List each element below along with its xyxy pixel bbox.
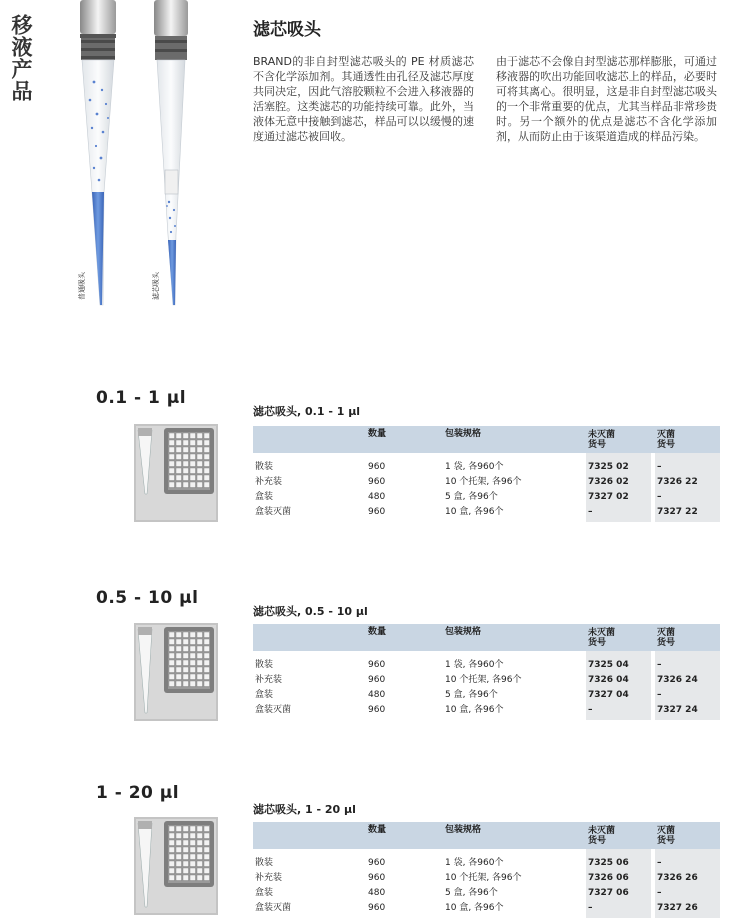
rack-well	[183, 660, 189, 666]
rack-well	[204, 454, 210, 460]
rack-well	[169, 646, 175, 652]
rack-well	[190, 447, 196, 453]
rack-well	[176, 653, 182, 659]
rack-well	[197, 433, 203, 439]
tip-rack-thumbnail	[134, 424, 218, 522]
column-header-pack: 包装规格	[445, 825, 482, 835]
product-table	[253, 426, 720, 522]
rack-well	[197, 854, 203, 860]
rack-well	[197, 667, 203, 673]
rack-well	[169, 475, 175, 481]
row-sterile-code: 7326 24	[657, 675, 698, 685]
rack-well	[197, 875, 203, 881]
column-header-sterile: 灭菌	[657, 826, 676, 836]
rack-well	[204, 875, 210, 881]
rack-well	[169, 854, 175, 860]
rack-well	[169, 653, 175, 659]
row-nonsterile-code: 7327 06	[588, 888, 629, 898]
rack-well	[176, 468, 182, 474]
rack-well	[183, 653, 189, 659]
rack-well	[197, 833, 203, 839]
range-label: 1 - 20 µl	[96, 783, 180, 803]
rack-well	[190, 875, 196, 881]
rack-well	[190, 468, 196, 474]
rack-well	[190, 639, 196, 645]
rack-well	[197, 440, 203, 446]
rack-well	[190, 681, 196, 687]
rack-well	[176, 868, 182, 874]
column-header-nonsterile: 未灭菌	[588, 826, 616, 836]
rack-well	[204, 861, 210, 867]
rack-well	[176, 861, 182, 867]
rack-well	[183, 854, 189, 860]
rack-well	[176, 447, 182, 453]
row-pack: 10 个托架, 各96个	[445, 477, 522, 487]
row-nonsterile-code: 7327 02	[588, 492, 629, 502]
row-qty: 960	[368, 507, 386, 517]
rack-well	[183, 632, 189, 638]
rack-well	[204, 667, 210, 673]
row-pack: 10 盒, 各96个	[445, 903, 504, 913]
rack-well	[183, 861, 189, 867]
row-type: 散装	[255, 858, 274, 868]
row-type: 盒装	[255, 492, 274, 502]
row-pack: 1 袋, 各960个	[445, 858, 504, 868]
column-header-sterile-no: 货号	[657, 638, 676, 648]
rack-well	[169, 868, 175, 874]
rack-well	[176, 854, 182, 860]
row-sterile-code: –	[657, 690, 662, 700]
row-type: 盒装	[255, 690, 274, 700]
row-type: 散装	[255, 462, 274, 472]
rack-well	[197, 868, 203, 874]
rack-well	[169, 681, 175, 687]
row-sterile-code: –	[657, 888, 662, 898]
rack-well	[190, 433, 196, 439]
row-pack: 5 盒, 各96个	[445, 888, 498, 898]
tip-rack-thumbnail	[134, 817, 218, 915]
row-nonsterile-code: 7326 04	[588, 675, 629, 685]
row-type: 补充装	[255, 675, 283, 685]
rack-well	[204, 440, 210, 446]
table-caption: 滤芯吸头, 0.1 - 1 µl	[253, 405, 361, 418]
row-sterile-code: 7327 26	[657, 903, 698, 913]
rack-well	[197, 461, 203, 467]
row-pack: 10 个托架, 各96个	[445, 675, 522, 685]
rack-well	[176, 639, 182, 645]
rack-well	[204, 475, 210, 481]
rack-well	[169, 826, 175, 832]
intro-paragraph-left: BRAND的非自封型滤芯吸头的 PE 材质滤芯不含化学添加剂。其通透性由孔径及滤芯厚度共同决定，因此气溶胶颗粒不会进入移液器的活塞腔。这类滤芯的功能持续可靠。此外，当液体无意中接触到滤芯，样品可以以缓慢的速度通过滤芯被回收。	[253, 55, 474, 143]
rack-well	[204, 681, 210, 687]
column-header-sterile-no: 货号	[657, 836, 676, 846]
row-qty: 960	[368, 477, 386, 487]
rack-well	[197, 653, 203, 659]
rack-well	[197, 681, 203, 687]
filter-tip-label: 滤芯吸头	[152, 272, 160, 300]
rack-well	[204, 854, 210, 860]
rack-well	[183, 468, 189, 474]
row-qty: 480	[368, 690, 386, 700]
row-pack: 5 盒, 各96个	[445, 690, 498, 700]
rack-well	[183, 646, 189, 652]
rack-well	[169, 833, 175, 839]
row-qty: 960	[368, 660, 386, 670]
row-qty: 480	[368, 492, 386, 502]
row-nonsterile-code: –	[588, 705, 593, 715]
table-header	[253, 624, 720, 651]
rack-well	[183, 433, 189, 439]
rack-well	[169, 847, 175, 853]
rack-well	[169, 461, 175, 467]
rack-well	[197, 447, 203, 453]
row-nonsterile-code: 7325 06	[588, 858, 629, 868]
row-nonsterile-code: –	[588, 903, 593, 913]
rack-well	[169, 660, 175, 666]
rack-well	[190, 826, 196, 832]
row-nonsterile-code: 7326 06	[588, 873, 629, 883]
rack-well	[169, 840, 175, 846]
rack-well	[190, 660, 196, 666]
column-header-sterile: 灭菌	[657, 628, 676, 638]
column-header-nonsterile: 未灭菌	[588, 430, 616, 440]
rack-well	[183, 826, 189, 832]
rack-well	[183, 461, 189, 467]
column-header-qty: 数量	[368, 825, 387, 835]
rack-well	[190, 475, 196, 481]
rack-well	[183, 667, 189, 673]
rack-well	[169, 454, 175, 460]
rack-well	[197, 482, 203, 488]
row-nonsterile-code: 7325 04	[588, 660, 629, 670]
rack-well	[169, 433, 175, 439]
rack-well	[183, 440, 189, 446]
column-header-pack: 包装规格	[445, 429, 482, 439]
row-qty: 960	[368, 903, 386, 913]
rack-well	[190, 653, 196, 659]
rack-well	[197, 840, 203, 846]
row-sterile-code: 7326 22	[657, 477, 698, 487]
rack-well	[176, 440, 182, 446]
rack-well	[204, 468, 210, 474]
row-sterile-code: –	[657, 858, 662, 868]
rack-well	[183, 875, 189, 881]
rack-well	[176, 454, 182, 460]
row-sterile-code: –	[657, 462, 662, 472]
tip-rack-thumbnail	[134, 623, 218, 721]
rack-well	[204, 646, 210, 652]
rack-well	[183, 840, 189, 846]
rack-well	[204, 482, 210, 488]
row-pack: 10 个托架, 各96个	[445, 873, 522, 883]
rack-well	[190, 646, 196, 652]
column-header-sterile-no: 货号	[657, 440, 676, 450]
row-nonsterile-code: 7326 02	[588, 477, 629, 487]
rack-well	[183, 847, 189, 853]
rack-well	[176, 826, 182, 832]
rack-well	[169, 440, 175, 446]
rack-well	[169, 861, 175, 867]
rack-well	[204, 653, 210, 659]
rack-well	[183, 639, 189, 645]
row-type: 盒装灭菌	[255, 903, 292, 913]
rack-well	[190, 454, 196, 460]
table-header	[253, 822, 720, 849]
column-header-sterile: 灭菌	[657, 430, 676, 440]
column-header-qty: 数量	[368, 627, 387, 637]
row-sterile-code: 7327 22	[657, 507, 698, 517]
page-title: 滤芯吸头	[253, 20, 321, 40]
rack-well	[204, 826, 210, 832]
rack-well	[176, 840, 182, 846]
rack-well	[197, 632, 203, 638]
rack-well	[190, 667, 196, 673]
row-qty: 960	[368, 462, 386, 472]
rack-well	[169, 482, 175, 488]
rack-well	[197, 660, 203, 666]
rack-well	[176, 667, 182, 673]
rack-well	[176, 660, 182, 666]
rack-well	[169, 667, 175, 673]
rack-well	[197, 454, 203, 460]
intro-paragraph-right: 由于滤芯不会像自封型滤芯那样膨胀，可通过移液器的吹出功能回收滤芯上的样品，必要时可将其离心。很明显，这是非自封型滤芯吸头的一个非常重要的优点，尤其当样品非常珍贵时。另一个额外的优点是滤芯不含化学添加剂，从而防止由于该渠道造成的样品污染。	[496, 55, 717, 143]
rack-well	[197, 847, 203, 853]
rack-well	[176, 461, 182, 467]
rack-well	[176, 433, 182, 439]
product-table	[253, 822, 720, 918]
row-nonsterile-code: 7327 04	[588, 690, 629, 700]
column-header-pack: 包装规格	[445, 627, 482, 637]
rack-well	[190, 674, 196, 680]
rack-well	[183, 454, 189, 460]
rack-well	[169, 674, 175, 680]
rack-well	[197, 674, 203, 680]
row-qty: 480	[368, 888, 386, 898]
rack-well	[176, 482, 182, 488]
table-header	[253, 426, 720, 453]
row-sterile-code: –	[657, 492, 662, 502]
row-type: 盒装灭菌	[255, 705, 292, 715]
rack-well	[176, 847, 182, 853]
rack-well	[176, 475, 182, 481]
row-nonsterile-code: 7325 02	[588, 462, 629, 472]
rack-well	[169, 447, 175, 453]
pipette-tips-illustration	[72, 0, 190, 315]
rack-well	[176, 833, 182, 839]
product-table	[253, 624, 720, 720]
row-qty: 960	[368, 873, 386, 883]
row-qty: 960	[368, 858, 386, 868]
column-header-nonsterile: 未灭菌	[588, 628, 616, 638]
row-sterile-code: 7326 26	[657, 873, 698, 883]
rack-well	[183, 868, 189, 874]
rack-well	[176, 681, 182, 687]
rack-well	[183, 833, 189, 839]
row-type: 散装	[255, 660, 274, 670]
rack-well	[204, 447, 210, 453]
range-label: 0.5 - 10 µl	[96, 588, 199, 608]
row-type: 盒装灭菌	[255, 507, 292, 517]
rack-well	[190, 847, 196, 853]
column-header-nonsterile-no: 货号	[588, 638, 607, 648]
row-pack: 10 盒, 各96个	[445, 507, 504, 517]
rack-well	[204, 868, 210, 874]
column-header-nonsterile-no: 货号	[588, 836, 607, 846]
rack-well	[197, 639, 203, 645]
rack-well	[169, 632, 175, 638]
row-qty: 960	[368, 705, 386, 715]
rack-well	[204, 632, 210, 638]
rack-well	[183, 681, 189, 687]
rack-well	[169, 468, 175, 474]
rack-well	[183, 475, 189, 481]
rack-well	[183, 447, 189, 453]
rack-well	[183, 674, 189, 680]
rack-well	[204, 433, 210, 439]
row-type: 补充装	[255, 477, 283, 487]
row-pack: 5 盒, 各96个	[445, 492, 498, 502]
rack-well	[169, 639, 175, 645]
rack-well	[190, 868, 196, 874]
row-pack: 1 袋, 各960个	[445, 462, 504, 472]
standard-tip-label: 普通吸头	[78, 272, 86, 300]
table-caption: 滤芯吸头, 0.5 - 10 µl	[253, 605, 368, 618]
row-pack: 10 盒, 各96个	[445, 705, 504, 715]
rack-well	[190, 833, 196, 839]
rack-well	[204, 639, 210, 645]
rack-well	[197, 468, 203, 474]
rack-well	[190, 440, 196, 446]
rack-well	[204, 461, 210, 467]
column-header-qty: 数量	[368, 429, 387, 439]
rack-well	[190, 482, 196, 488]
rack-well	[190, 854, 196, 860]
rack-well	[169, 875, 175, 881]
rack-well	[176, 646, 182, 652]
rack-well	[190, 632, 196, 638]
row-qty: 960	[368, 675, 386, 685]
row-pack: 1 袋, 各960个	[445, 660, 504, 670]
rack-well	[190, 840, 196, 846]
row-type: 补充装	[255, 873, 283, 883]
rack-well	[204, 674, 210, 680]
row-sterile-code: 7327 24	[657, 705, 698, 715]
column-header-nonsterile-no: 货号	[588, 440, 607, 450]
rack-well	[176, 632, 182, 638]
row-type: 盒装	[255, 888, 274, 898]
rack-well	[204, 660, 210, 666]
table-caption: 滤芯吸头, 1 - 20 µl	[253, 803, 356, 816]
rack-well	[197, 861, 203, 867]
rack-well	[190, 461, 196, 467]
rack-well	[197, 646, 203, 652]
rack-well	[176, 674, 182, 680]
rack-well	[204, 840, 210, 846]
side-title: 移液产品	[9, 14, 33, 102]
rack-well	[204, 847, 210, 853]
rack-well	[197, 826, 203, 832]
row-sterile-code: –	[657, 660, 662, 670]
rack-well	[197, 475, 203, 481]
rack-well	[176, 875, 182, 881]
rack-well	[183, 482, 189, 488]
row-nonsterile-code: –	[588, 507, 593, 517]
range-label: 0.1 - 1 µl	[96, 388, 187, 408]
rack-well	[190, 861, 196, 867]
rack-well	[204, 833, 210, 839]
